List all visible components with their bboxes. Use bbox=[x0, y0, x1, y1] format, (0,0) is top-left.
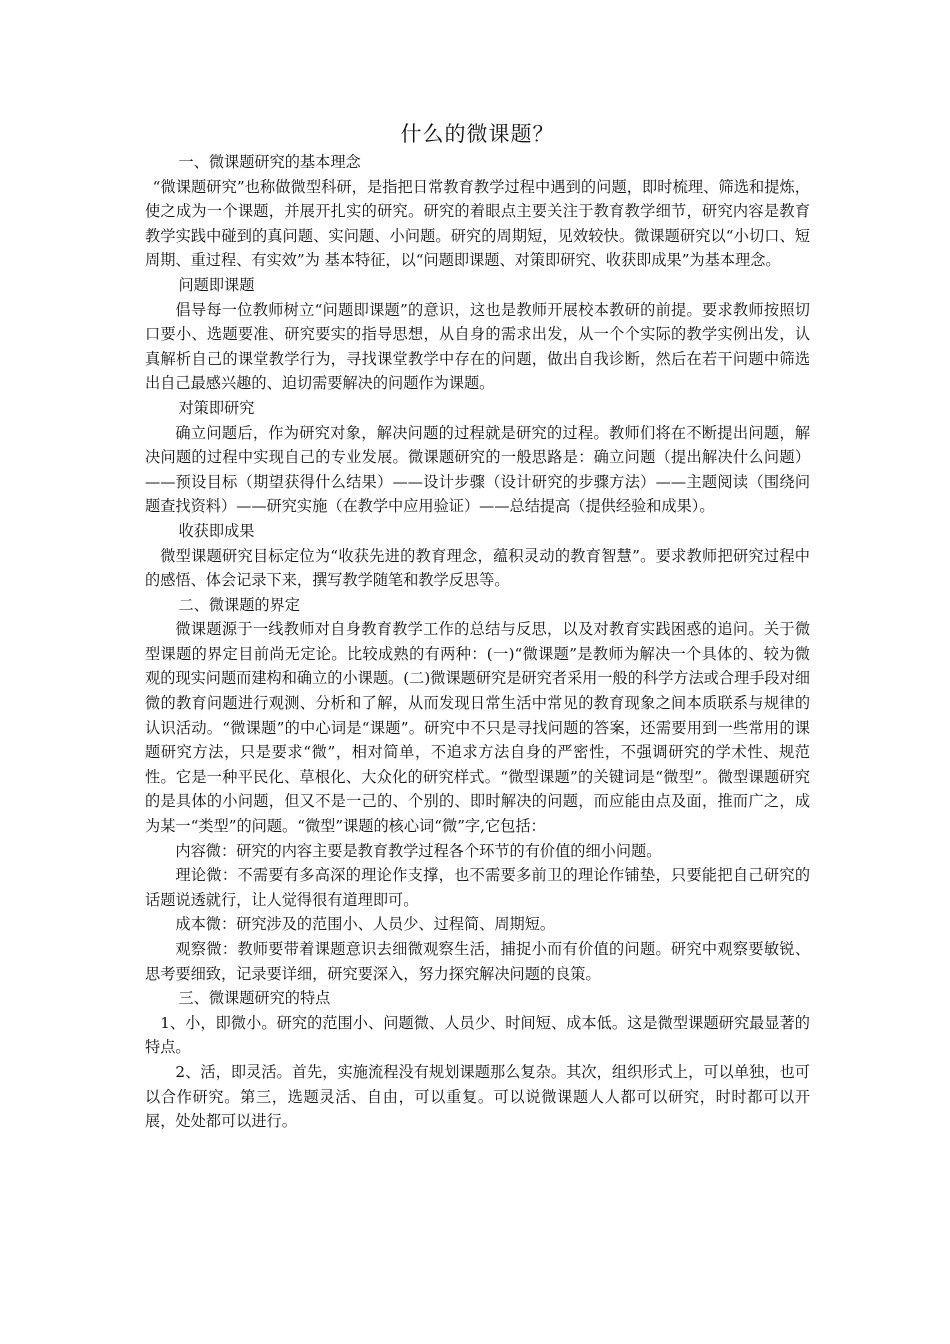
body-paragraph: 微课题源于一线教师对自身教育教学工作的总结与反思，以及对教育实践困惑的追问。关于微型课题的界定目前尚无定论。比较成熟的有两种：(一)“微课题”是教师为解决一个具体的、较为微观的现实问题而建构和确立的小课题。(二)微课题研究是研究者采用一般的科学方法或合理手段对细微的教育问题进行观测、分析和了解，从而发现日常生活中常见的教育现象之间本质联系与规律的认识活动。“微课题”的中心词是“课题”。研究中不只是寻找问题的答案，还需要用到一些常用的课题研究方法，只是要求“微”，相对简单，不追求方法自身的严密性，不强调研究的学术性、规范性。它是一种平民化、草根化、大众化的研究样式。“微型课题”的关键词是“微型”。微型课题研究的是具体的小问题，但又不是一己的、个别的、即时解决的问题，而应能由点及面，推而广之，成为某一“类型”的问题。“微型”课题的核心词“微”字,它包括： bbox=[145, 620, 810, 836]
section-heading: 问题即课题 bbox=[178, 275, 255, 294]
body-paragraph: 成本微：研究涉及的范围小、人员少、过程简、周期短。 bbox=[175, 915, 556, 934]
body-paragraph: 理论微：不需要有多高深的理论作支撑，也不需要多前卫的理论作铺垫，只要能把自己研究的话题说透就行，让人觉得很有道理即可。 bbox=[145, 866, 810, 909]
body-paragraph: 确立问题后，作为研究对象，解决问题的过程就是研究的过程。教师们将在不断提出问题，解决问题的过程中实现自己的专业发展。微课题研究的一般思路是：确立问题（提出解决什么问题）——预设目标（期望获得什么结果）——设计步骤（设计研究的步骤方法）——主题阅读（围绕问题查找资料）——研究实施（在教学中应用验证）——总结提高（提供经验和成果）。 bbox=[145, 423, 810, 516]
body-paragraph: 内容微：研究的内容主要是教育教学过程各个环节的有价值的细小问题。 bbox=[175, 841, 662, 860]
section-heading: 三、微课题研究的特点 bbox=[178, 989, 331, 1008]
section-heading: 一、微课题研究的基本理念 bbox=[178, 153, 361, 171]
body-paragraph: 观察微：教师要带着课题意识去细微观察生活，捕捉小而有价值的问题。研究中观察要敏锐、思考要细致，记录要详细，研究要深入，努力探究解决问题的良策。 bbox=[145, 940, 810, 983]
section-heading: 对策即研究 bbox=[178, 398, 255, 417]
body-paragraph: 倡导每一位教师树立“问题即课题”的意识，这也是教师开展校本教研的前提。要求教师按照切口要小、选题要准、研究要实的指导思想，从自身的需求出发，从一个个实际的教学实例出发，认真解析自己的课堂教学行为，寻找课堂教学中存在的问题，做出自我诊断，然后在若干问题中筛选出自己最感兴趣的、迫切需要解决的问题作为课题。 bbox=[145, 300, 810, 393]
document-title: 什么的微课题？ bbox=[400, 122, 555, 146]
body-paragraph: 1、小，即微小。研究的范围小、问题微、人员少、时间短、成本低。这是微型课题研究最显著的特点。 bbox=[145, 1013, 810, 1057]
document-page bbox=[145, 118, 810, 1134]
body-paragraph: 2、活，即灵活。首先，实施流程没有规划课题那么复杂。其次，组织形式上，可以单独，也可以合作研究。第三，选题灵活、自由，可以重复。可以说微课题人人都可以研究，时时都可以开展，处处都可以进行。 bbox=[145, 1062, 810, 1131]
section-heading: 收获即成果 bbox=[178, 521, 255, 540]
section-heading: 二、微课题的界定 bbox=[178, 595, 300, 614]
body-paragraph: “微课题研究”也称做微型科研，是指把日常教育教学过程中遇到的问题，即时梳理、筛选和提炼，使之成为一个课题，并展开扎实的研究。研究的着眼点主要关注于教育教学细节，研究内容是教育教学实践中碰到的真问题、实问题、小问题。研究的周期短，见效较快。微课题研究以“小切口、短周期、重过程、有实效”为 基本特征，以“问题即课题、对策即研究、收获即成果”为基本理念。 bbox=[145, 177, 810, 270]
body-paragraph: 微型课题研究目标定位为“收获先进的教育理念，蕴积灵动的教育智慧”。要求教师把研究过程中的感悟、体会记录下来，撰写教学随笔和教学反思等。 bbox=[145, 546, 810, 590]
document-body bbox=[145, 150, 810, 1134]
